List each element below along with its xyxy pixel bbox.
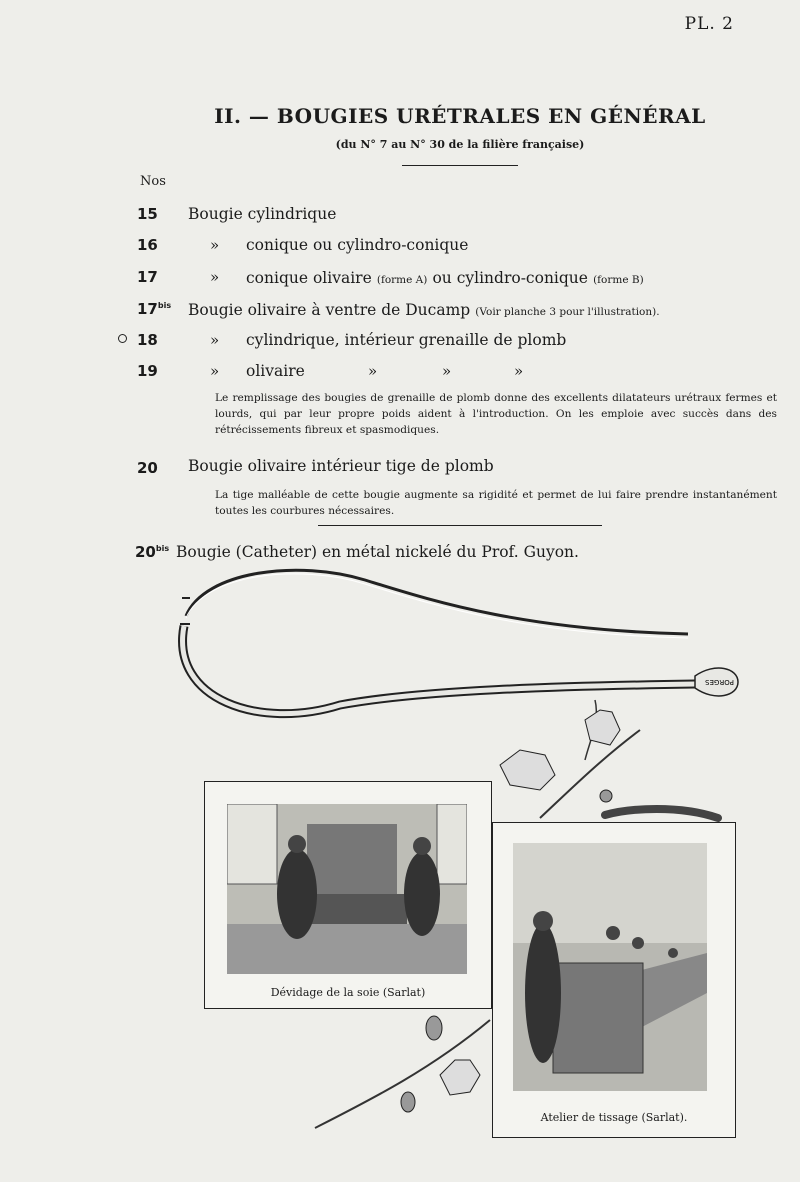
item-description-alt: ou cylindro-conique [432, 269, 588, 287]
item-number: $20^{bis}$ [135, 543, 170, 561]
item-number: 18 [137, 331, 158, 349]
numbers-header: Nos [140, 174, 166, 189]
ditto-mark: » [210, 331, 220, 349]
ditto-mark: » [514, 362, 524, 380]
item-description: olivaire [246, 362, 305, 380]
ditto-mark: » [210, 268, 220, 286]
item-description: conique olivaire [246, 269, 372, 287]
page-subtitle: (du N° 7 au N° 30 de la filière française) [335, 138, 585, 151]
item-number: 17 [137, 268, 158, 286]
plate-number: PL. 2 [684, 14, 734, 34]
item-description: cylindrique, intérieur grenaille de plomb [246, 331, 567, 349]
lead-rod-note: La tige malléable de cette bougie augmente sa rigidité et permet de lui faire prendre instantanément toutes les courbures nécessaires. [215, 489, 777, 517]
item-reference-note: (Voir planche 3 pour l'illustration). [475, 306, 660, 318]
ditto-mark: » [210, 362, 220, 380]
item-form-note: (forme A) [376, 274, 428, 286]
item-number: 20 [137, 459, 158, 477]
figure-caption: Dévidage de la soie (Sarlat) [270, 986, 426, 999]
ditto-mark: » [210, 236, 220, 254]
item-description: Bougie cylindrique [188, 205, 337, 223]
item-number: $17^{bis}$ [137, 300, 172, 318]
item-number: 19 [137, 362, 158, 380]
item-form-note: (forme B) [593, 274, 644, 286]
item-number-suffix: bis [157, 301, 172, 310]
item-number-suffix: bis [155, 544, 170, 553]
page-title: II. — BOUGIES URÉTRALES EN GÉNÉRAL [214, 104, 706, 128]
ditto-mark: » [442, 362, 452, 380]
lead-shot-note: Le remplissage des bougies de grenaille de plomb donne des excellents dilatateurs urétraux fermes et lourds, qui par leur propre poids aident à l'introduction. On les emploie avec succès dans des rétrécissements fibreux et spasmodiques. [215, 392, 777, 436]
item-description: Bougie olivaire intérieur tige de plomb [188, 457, 494, 475]
ditto-mark: » [368, 362, 378, 380]
figure-caption: Atelier de tissage (Sarlat). [540, 1111, 688, 1124]
item-description: conique ou cylindro-conique [246, 236, 469, 254]
item-description: Bougie (Catheter) en métal nickelé du Prof. Guyon. [176, 543, 579, 561]
item-number: 15 [137, 205, 158, 223]
item-description: Bougie olivaire à ventre de Ducamp [188, 301, 471, 319]
engraving-text: PORGES [705, 678, 734, 686]
item-number: 16 [137, 236, 158, 254]
